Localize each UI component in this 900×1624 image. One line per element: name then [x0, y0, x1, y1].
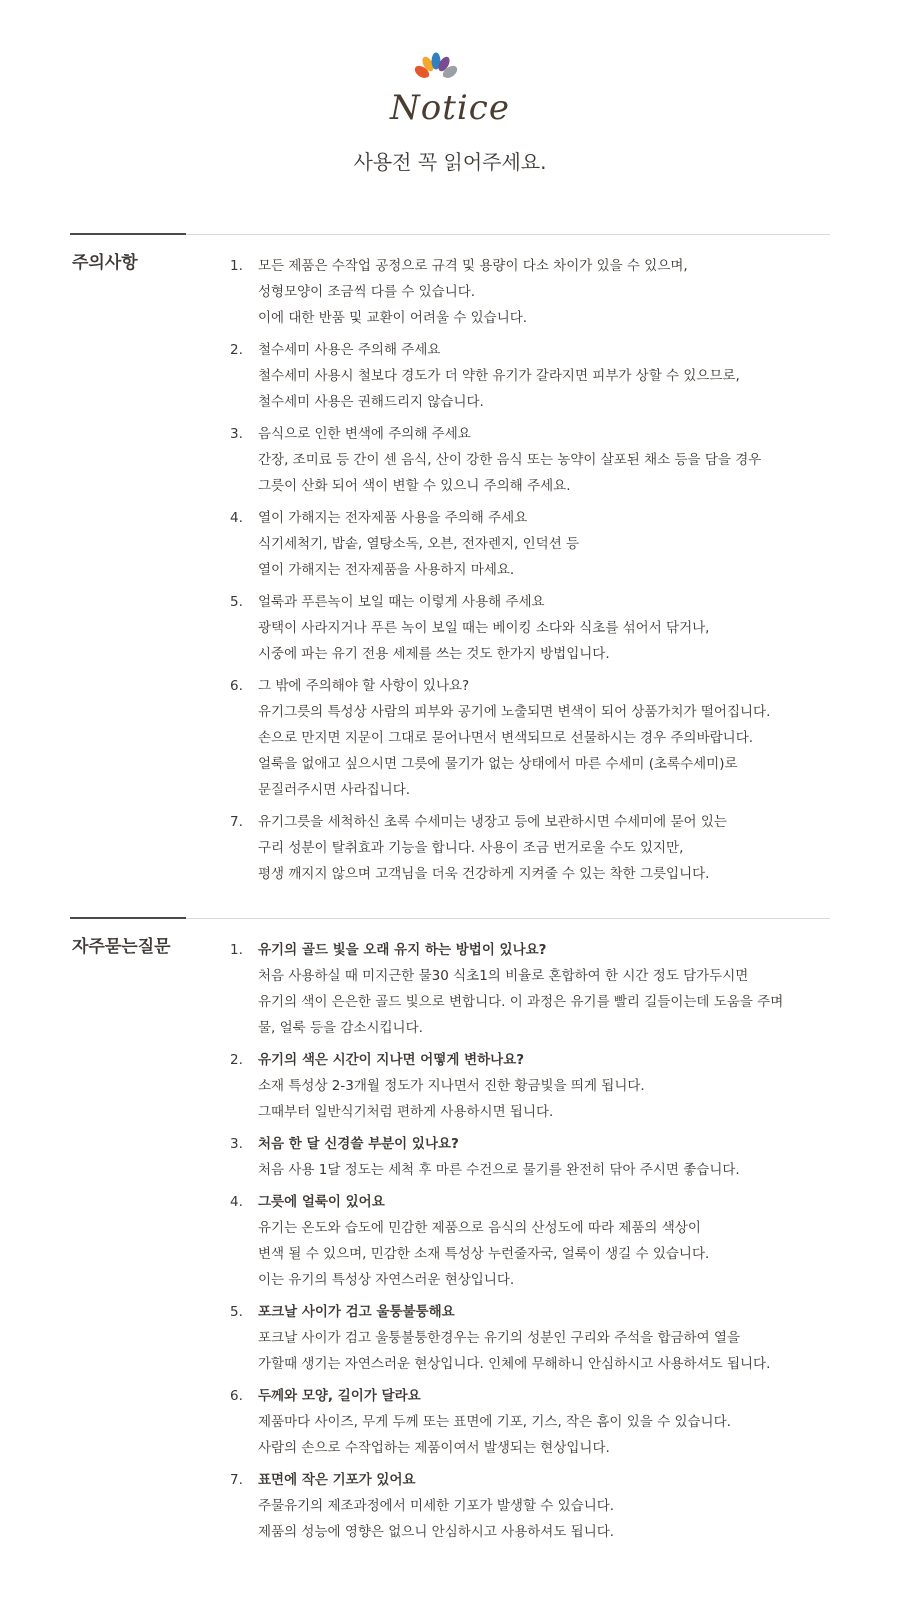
item-title: 포크날 사이가 검고 울퉁불퉁해요: [258, 1304, 455, 1320]
item-line: 이는 유기의 특성상 자연스러운 현상입니다.: [258, 1272, 515, 1288]
item-line: 구리 성분이 탈취효과 기능을 합니다. 사용이 조금 번거로울 수도 있지만,: [258, 840, 684, 856]
item-line: 유기의 색이 은은한 골드 빛으로 변합니다. 이 과정은 유기를 빨리 길들이는데 도움을 주며: [258, 994, 784, 1010]
item-text: [258, 1047, 830, 1125]
item-line: 철수세미 사용시 철보다 경도가 더 약한 유기가 갈라지면 피부가 상할 수 있으므로,: [258, 368, 740, 384]
item-title: 그 밖에 주의해야 할 사항이 있나요?: [258, 678, 470, 694]
list-item: [230, 253, 830, 331]
item-line: 평생 깨지지 않으며 고객님을 더욱 건강하게 지켜줄 수 있는 착한 그릇입니다.: [258, 866, 710, 882]
item-text: [258, 1383, 830, 1461]
item-title: 그릇에 얼룩이 있어요: [258, 1194, 385, 1210]
section-heading: 자주묻는질문: [72, 937, 171, 957]
list-item: [230, 337, 830, 415]
item-line: 문질러주시면 사라집니다.: [258, 782, 411, 798]
item-line: 성형모양이 조금씩 다를 수 있습니다.: [258, 284, 476, 300]
item-line: 제품의 성능에 영향은 없으니 안심하시고 사용하셔도 됩니다.: [258, 1524, 615, 1540]
page-subtitle: 사용전 꼭 읽어주세요.: [353, 150, 547, 174]
item-number: 1.: [230, 942, 243, 958]
item-line: 처음 사용하실 때 미지근한 물30 식초1의 비율로 혼합하여 한 시간 정도 담가두시면: [258, 968, 749, 984]
item-text: [258, 589, 830, 667]
item-text: [258, 337, 830, 415]
item-line: 사람의 손으로 수작업하는 제품이여서 발생되는 현상입니다.: [258, 1440, 610, 1456]
item-line: 처음 사용 1달 정도는 세척 후 마른 수건으로 물기를 완전히 닦아 주시면 좋습니다.: [258, 1162, 740, 1178]
section-divider-accent: [70, 917, 186, 919]
item-title: 유기그릇을 세척하신 초록 수세미는 냉장고 등에 보관하시면 수세미에 묻어 있는: [258, 814, 727, 830]
list-item: [230, 1299, 830, 1377]
item-line: 광택이 사라지거나 푸른 녹이 보일 때는 베이킹 소다와 식초를 섞어서 닦거나,: [258, 620, 710, 636]
list-item: [230, 937, 830, 1041]
item-title: 유기의 골드 빛을 오래 유지 하는 방법이 있나요?: [258, 942, 547, 958]
section-heading: 주의사항: [72, 253, 138, 273]
item-text: [258, 673, 830, 803]
item-text: [258, 1131, 830, 1183]
item-line: 간장, 조미료 등 간이 센 음식, 산이 강한 음식 또는 농약이 살포된 채소 등을 담을 경우: [258, 452, 762, 468]
item-line: 그릇이 산화 되어 색이 변할 수 있으니 주의해 주세요.: [258, 478, 571, 494]
item-title: 철수세미 사용은 주의해 주세요: [258, 342, 441, 358]
item-title: 얼룩과 푸른녹이 보일 때는 이렇게 사용해 주세요: [258, 594, 545, 610]
list-item: [230, 1189, 830, 1293]
item-number: 3.: [230, 426, 243, 442]
item-line: 물, 얼룩 등을 감소시킵니다.: [258, 1020, 423, 1036]
item-text: [258, 1299, 830, 1377]
item-title: 두께와 모양, 길이가 달라요: [258, 1388, 421, 1404]
item-line: 이에 대한 반품 및 교환이 어려울 수 있습니다.: [258, 310, 528, 326]
item-number: 3.: [230, 1136, 243, 1152]
item-number: 4.: [230, 510, 243, 526]
item-line: 소재 특성상 2-3개월 정도가 지나면서 진한 황금빛을 띄게 됩니다.: [258, 1078, 645, 1094]
list-item: [230, 421, 830, 499]
item-title: 음식으로 인한 변색에 주의해 주세요: [258, 426, 471, 442]
list-item: [230, 589, 830, 667]
item-number: 5.: [230, 1304, 243, 1320]
section-divider-accent: [70, 233, 186, 235]
item-text: [258, 1467, 830, 1545]
item-title: 열이 가해지는 전자제품 사용을 주의해 주세요: [258, 510, 528, 526]
list-item: [230, 1047, 830, 1125]
item-line: 철수세미 사용은 권해드리지 않습니다.: [258, 394, 484, 410]
item-number: 2.: [230, 342, 243, 358]
list-item: [230, 1383, 830, 1461]
item-text: [258, 809, 830, 887]
item-text: [258, 421, 830, 499]
faq-list: [230, 937, 830, 1551]
fan-logo-icon: [414, 50, 458, 82]
item-text: [258, 1189, 830, 1293]
item-number: 4.: [230, 1194, 243, 1210]
item-number: 1.: [230, 258, 243, 274]
item-number: 6.: [230, 678, 243, 694]
item-line: 시중에 파는 유기 전용 세제를 쓰는 것도 한가지 방법입니다.: [258, 646, 610, 662]
item-line: 가할때 생기는 자연스러운 현상입니다. 인체에 무해하니 안심하시고 사용하셔도 됩니다.: [258, 1356, 771, 1372]
page-title: Notice: [390, 88, 510, 128]
item-text: [258, 505, 830, 583]
list-item: [230, 1131, 830, 1183]
item-line: 식기세척기, 밥솥, 열탕소독, 오븐, 전자렌지, 인덕션 등: [258, 536, 580, 552]
item-number: 6.: [230, 1388, 243, 1404]
item-line: 유기는 온도와 습도에 민감한 제품으로 음식의 산성도에 따라 제품의 색상이: [258, 1220, 701, 1236]
item-line: 그때부터 일반식기처럼 편하게 사용하시면 됩니다.: [258, 1104, 554, 1120]
list-item: [230, 673, 830, 803]
item-title: 표면에 작은 기포가 있어요: [258, 1472, 416, 1488]
item-number: 2.: [230, 1052, 243, 1068]
item-title: 모든 제품은 수작업 공정으로 규격 및 용량이 다소 차이가 있을 수 있으며,: [258, 258, 688, 274]
precautions-list: [230, 253, 830, 893]
item-text: [258, 253, 830, 331]
item-text: [258, 937, 830, 1041]
item-line: 얼룩을 없애고 싶으시면 그릇에 물기가 없는 상태에서 마른 수세미 (초록수세미)로: [258, 756, 738, 772]
list-item: [230, 809, 830, 887]
list-item: [230, 1467, 830, 1545]
item-line: 제품마다 사이즈, 무게 두께 또는 표면에 기포, 기스, 작은 흠이 있을 수 있습니다.: [258, 1414, 731, 1430]
item-title: 처음 한 달 신경쓸 부분이 있나요?: [258, 1136, 459, 1152]
item-line: 변색 될 수 있으며, 민감한 소재 특성상 누런줄자국, 얼룩이 생길 수 있습니다.: [258, 1246, 710, 1262]
item-line: 주물유기의 제조과정에서 미세한 기포가 발생할 수 있습니다.: [258, 1498, 615, 1514]
item-number: 5.: [230, 594, 243, 610]
item-line: 열이 가해지는 전자제품을 사용하지 마세요.: [258, 562, 515, 578]
item-number: 7.: [230, 814, 243, 830]
item-line: 포크날 사이가 검고 울퉁불퉁한경우는 유기의 성분인 구리와 주석을 합금하여 열을: [258, 1330, 741, 1346]
item-title: 유기의 색은 시간이 지나면 어떻게 변하나요?: [258, 1052, 525, 1068]
item-line: 손으로 만지면 지문이 그대로 묻어나면서 변색되므로 선물하시는 경우 주의바랍니다.: [258, 730, 754, 746]
item-line: 유기그릇의 특성상 사람의 피부와 공기에 노출되면 변색이 되어 상품가치가 떨어집니다.: [258, 704, 771, 720]
item-number: 7.: [230, 1472, 243, 1488]
list-item: [230, 505, 830, 583]
